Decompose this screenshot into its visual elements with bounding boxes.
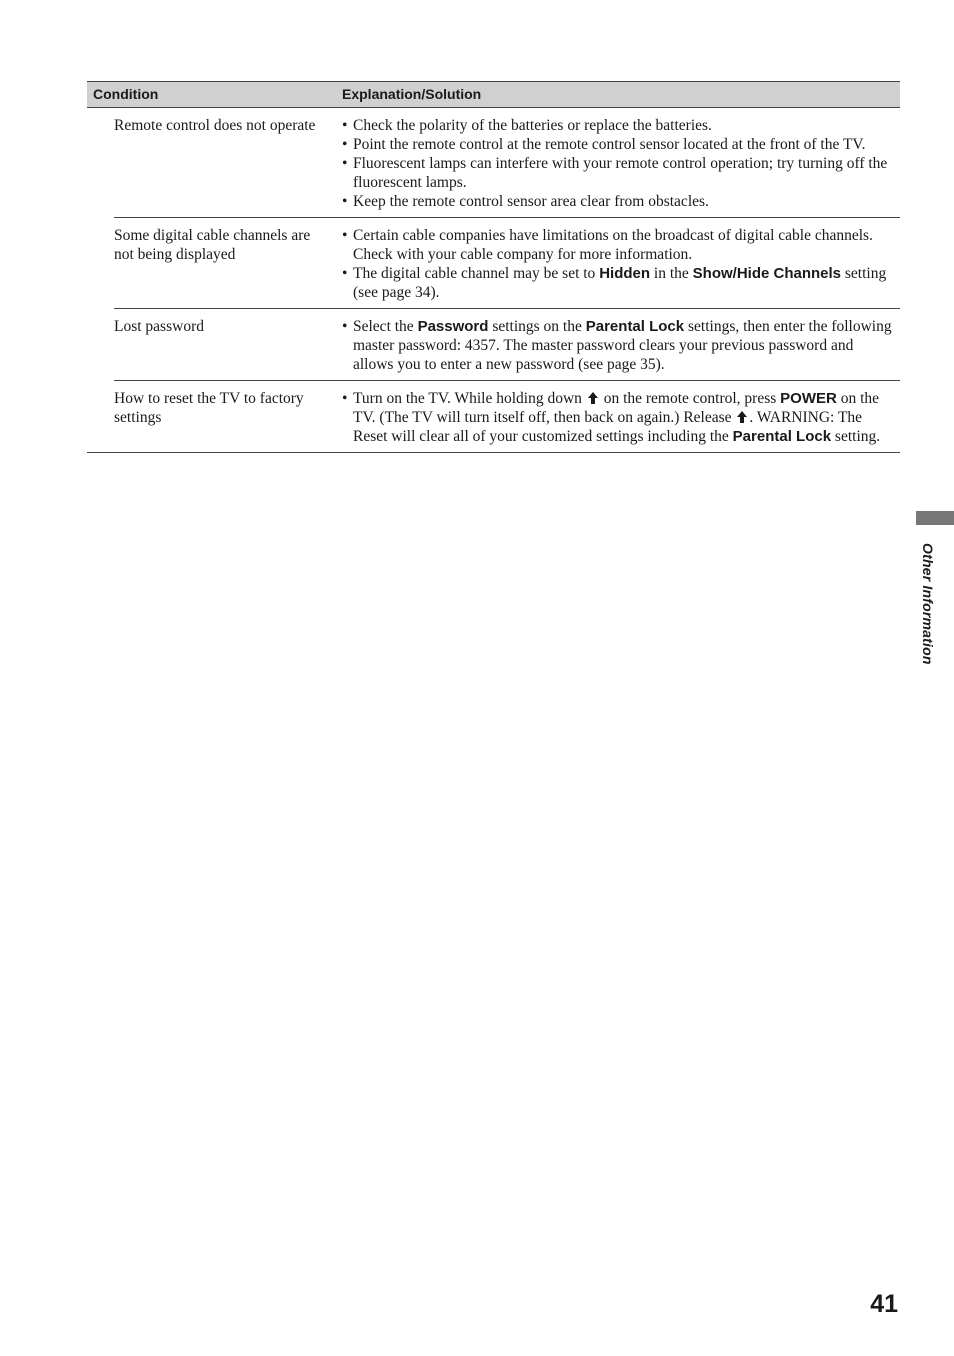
condition-cell: Some digital cable channels are not being displayed <box>87 218 336 309</box>
solution-text: settings, then enter the following master password: 4357. The master password clears your previous password and allows you to enter a new password (see page 35). <box>353 318 892 373</box>
solution-text: setting. <box>831 428 881 445</box>
condition-cell: Lost password <box>87 309 336 381</box>
menu-term: Parental Lock <box>732 428 832 445</box>
solution-item <box>342 264 896 302</box>
condition-cell: Remote control does not operate <box>87 108 336 218</box>
page-number: 41 <box>870 1290 898 1318</box>
menu-term: Hidden <box>599 265 651 282</box>
solution-item <box>342 135 896 154</box>
table-header-row <box>87 82 900 108</box>
solution-text: Turn on the TV. While holding down <box>353 390 586 407</box>
menu-term: POWER <box>780 390 837 407</box>
solution-text: Select the <box>353 318 418 335</box>
solution-text: Fluorescent lamps can interfere with your remote control operation; try turning off the fluorescent lamps. <box>353 155 888 191</box>
up-arrow-icon <box>737 411 747 423</box>
table-row <box>87 381 900 453</box>
solution-text: . WARNING: The Reset will clear all of your customized settings including the <box>353 409 863 445</box>
solution-item <box>342 154 896 192</box>
explanation-cell <box>336 309 900 381</box>
troubleshooting-table-wrap <box>87 81 900 453</box>
solution-text: Keep the remote control sensor area clear from obstacles. <box>353 193 709 210</box>
solution-text: Point the remote control at the remote control sensor located at the front of the TV. <box>353 136 866 153</box>
explanation-cell <box>336 218 900 309</box>
solution-text: The digital cable channel may be set to <box>353 265 600 282</box>
solution-text: in the <box>650 265 693 282</box>
menu-term: Show/Hide Channels <box>692 265 842 282</box>
solution-item <box>342 116 896 135</box>
section-tab-marker <box>916 511 954 525</box>
solution-item <box>342 389 896 446</box>
solution-text: Certain cable companies have limitations on the broadcast of digital cable channels. Check with your cable company for more information. <box>353 227 873 263</box>
table-row <box>87 108 900 218</box>
solution-list <box>342 226 896 302</box>
up-arrow-icon <box>588 392 598 404</box>
solution-text: on the remote control, press <box>599 390 781 407</box>
table-row <box>87 309 900 381</box>
solution-item <box>342 317 896 374</box>
table-body <box>87 108 900 453</box>
solution-item <box>342 192 896 211</box>
solution-text: on the TV. (The TV will turn itself off, then back on again.) Release <box>353 390 880 426</box>
condition-cell: How to reset the TV to factory settings <box>87 381 336 453</box>
solution-text: settings on the <box>488 318 586 335</box>
table-row <box>87 218 900 309</box>
explanation-cell <box>336 381 900 453</box>
header-condition: Condition <box>87 82 336 108</box>
solution-list <box>342 116 896 211</box>
menu-term: Parental Lock <box>585 318 685 335</box>
menu-term: Password <box>417 318 489 335</box>
solution-text: Check the polarity of the batteries or replace the batteries. <box>353 117 712 134</box>
header-explanation: Explanation/Solution <box>336 82 900 108</box>
troubleshooting-table <box>87 81 900 453</box>
explanation-cell <box>336 108 900 218</box>
solution-list <box>342 317 896 374</box>
solution-item <box>342 226 896 264</box>
solution-text: setting (see page 34). <box>353 265 887 301</box>
section-tab-label: Other Information <box>920 543 936 665</box>
solution-list <box>342 389 896 446</box>
